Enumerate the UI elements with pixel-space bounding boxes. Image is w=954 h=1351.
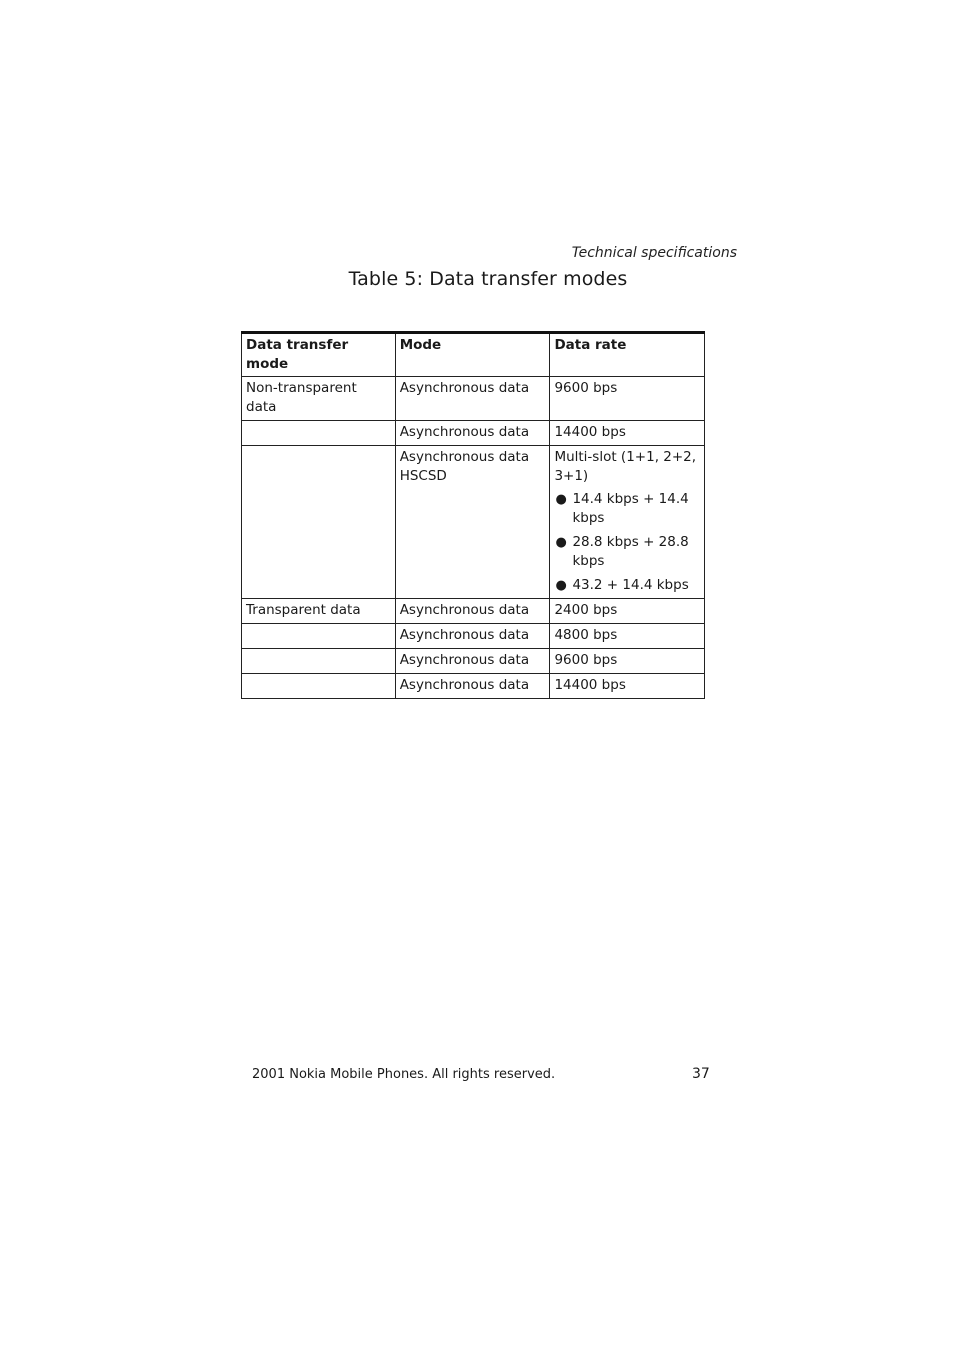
column-header-data-rate: Data rate <box>550 333 705 377</box>
cell-mode: Asynchronous data <box>395 624 550 649</box>
cell-transfer-mode <box>242 649 396 674</box>
cell-data-rate: 4800 bps <box>550 624 705 649</box>
table-title-wrapper <box>0 268 954 290</box>
table-row <box>242 421 705 446</box>
list-item <box>554 576 700 595</box>
cell-data-rate: 9600 bps <box>550 649 705 674</box>
cell-data-rate: 14400 bps <box>550 421 705 446</box>
cell-transfer-mode <box>242 446 396 599</box>
table-row <box>242 649 705 674</box>
table-row <box>242 377 705 421</box>
cell-mode: Asynchronous data HSCSD <box>395 446 550 599</box>
data-rate-summary: Multi-slot (1+1, 2+2, 3+1) <box>554 449 697 484</box>
list-item <box>554 490 700 528</box>
cell-transfer-mode: Transparent data <box>242 599 396 624</box>
list-item-text: 28.8 kbps + 28.8 kbps <box>572 534 689 569</box>
page-number: 37 <box>692 1066 710 1082</box>
cell-mode: Asynchronous data <box>395 377 550 421</box>
list-item-text: 43.2 + 14.4 kbps <box>572 577 689 593</box>
cell-mode: Asynchronous data <box>395 674 550 699</box>
data-rate-list <box>554 490 700 595</box>
cell-transfer-mode <box>242 674 396 699</box>
cell-transfer-mode <box>242 624 396 649</box>
cell-mode: Asynchronous data <box>395 421 550 446</box>
column-header-transfer-mode: Data transfer mode <box>242 333 396 377</box>
cell-mode: Asynchronous data <box>395 649 550 674</box>
running-header: Technical specifications <box>571 245 737 261</box>
cell-transfer-mode <box>242 421 396 446</box>
list-item-text: 14.4 kbps + 14.4 kbps <box>572 491 689 526</box>
bullet-icon: ● <box>555 578 567 593</box>
cell-data-rate <box>550 446 705 599</box>
table-row <box>242 624 705 649</box>
data-transfer-table <box>241 331 705 699</box>
cell-mode: Asynchronous data <box>395 599 550 624</box>
cell-transfer-mode: Non-transparent data <box>242 377 396 421</box>
column-header-mode: Mode <box>395 333 550 377</box>
list-item <box>554 533 700 571</box>
table-header-row <box>242 333 705 377</box>
table-row <box>242 446 705 599</box>
footer-copyright: 2001 Nokia Mobile Phones. All rights reserved. <box>252 1067 556 1082</box>
cell-data-rate: 14400 bps <box>550 674 705 699</box>
cell-data-rate: 9600 bps <box>550 377 705 421</box>
bullet-icon: ● <box>555 535 567 550</box>
table-row <box>242 674 705 699</box>
bullet-icon: ● <box>555 492 567 507</box>
table-row <box>242 599 705 624</box>
cell-data-rate: 2400 bps <box>550 599 705 624</box>
table-title: Table 5: Data transfer modes <box>348 268 628 290</box>
